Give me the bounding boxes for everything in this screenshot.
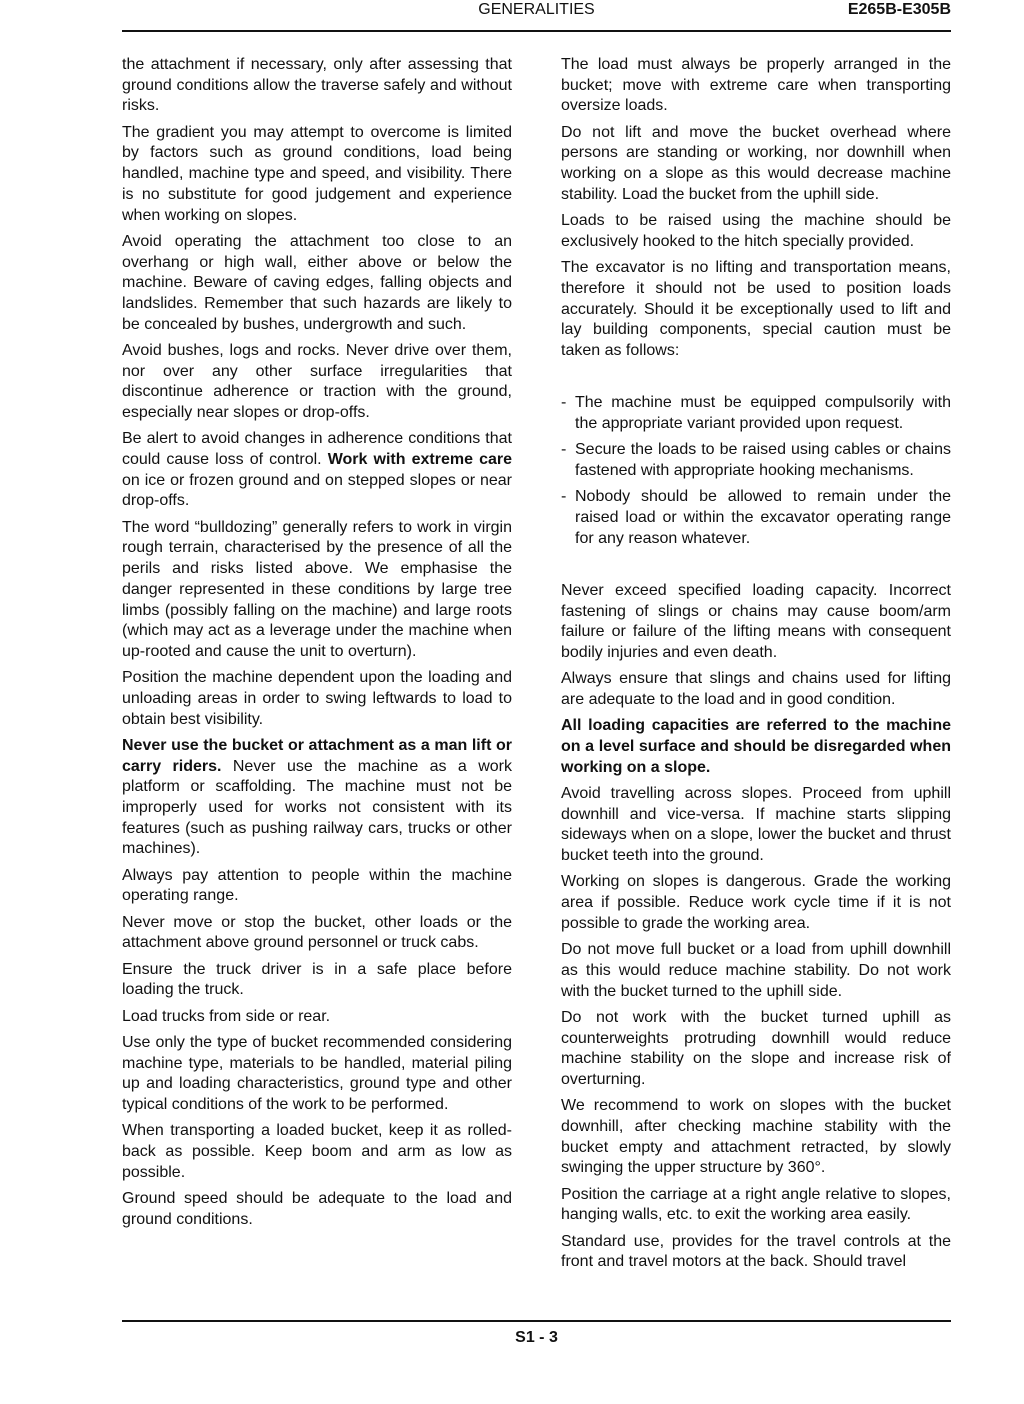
paragraph: Position the machine dependent upon the loading and unloading areas in order to swing leftwards to load to obtain best visibility.: [122, 669, 512, 728]
paragraph: Avoid travelling across slopes. Proceed from uphill downhill and vice-versa. If machine starts slipping sideways when on a slope, lower the bucket and thrust bucket teeth into the ground.: [561, 785, 951, 865]
paragraph: When transporting a loaded bucket, keep it as rolled-back as possible. Keep boom and arm as low as possible.: [122, 1122, 512, 1181]
paragraph: Working on slopes is dangerous. Grade the working area if possible. Reduce work cycle time if it is not possible to grade the working area.: [561, 873, 951, 932]
paragraph: The word “bulldozing” generally refers to work in virgin rough terrain, characterised by the presence of all the perils and risks listed above. We emphasise the danger represented in these conditions by large tree limbs (possibly falling on the machine) and large roots (which may act as a leverage under the machine when up-rooted and cause the unit to overturn).: [122, 518, 512, 660]
paragraph: Loads to be raised using the machine should be exclusively hooked to the hitch specially provided.: [561, 212, 951, 250]
paragraph: Do not move full bucket or a load from uphill downhill as this would reduce machine stability. Do not work with the bucket turned to the uphill side.: [561, 941, 951, 1000]
model-code: E265B-E305B: [847, 1, 951, 18]
paragraph: The excavator is no lifting and transportation means, therefore it should not be used to position loads accurately. Should it be exceptionally used to lift and lay building components, special caution must be taken as follows:: [561, 259, 951, 359]
list-item-text: Secure the loads to be raised using cables or chains fastened with appropriate hooking mechanisms.: [575, 441, 951, 479]
paragraph: Load trucks from side or rear.: [122, 1007, 331, 1025]
paragraph: Never move or stop the bucket, other loads or the attachment above ground personnel or truck cabs.: [122, 913, 512, 952]
list-item: [561, 393, 951, 434]
bold-emphasis: All loading capacities are referred to the machine on a level surface and should be disregarded when working on a slope.: [561, 717, 951, 776]
paragraph: Position the carriage at a right angle relative to slopes, hanging walls, etc. to exit the working area easily.: [561, 1185, 951, 1224]
paragraph: [561, 716, 951, 778]
paragraph: Ensure the truck driver is in a safe place before loading the truck.: [122, 960, 512, 999]
paragraph: Use only the type of bucket recommended considering machine type, materials to be handled, material piling up and loading characteristics, ground type and other typical conditions of the work to be performed.: [122, 1034, 512, 1114]
section-title: GENERALITIES: [478, 1, 595, 18]
paragraph: The load must always be properly arranged in the bucket; move with extreme care when transporting oversize loads.: [561, 56, 951, 115]
paragraph: Avoid operating the attachment too close to an overhang or high wall, either above or below the machine. Beware of caving edges, falling objects and landslides. Remember that such hazards are likely to be concealed by bushes, undergrowth and such.: [122, 232, 512, 333]
paragraph: The gradient you may attempt to overcome is limited by factors such as ground conditions, load being handled, machine type and speed, and visibility. There is no substitute for good judgement and experience when working on slopes.: [122, 123, 512, 224]
text-run: on ice or frozen ground and on stepped slopes or near drop-offs.: [122, 471, 512, 510]
right-column: [561, 55, 951, 1279]
dash-marker: -: [561, 488, 567, 506]
bold-emphasis: Never use the bucket or attachment as a man lift or carry riders.: [122, 736, 512, 775]
list-item: [561, 440, 951, 481]
paragraph: the attachment if necessary, only after assessing that ground conditions allow the traverse safely and without risks.: [122, 56, 512, 115]
paragraph: Ground speed should be adequate to the load and ground conditions.: [122, 1190, 512, 1228]
spacer: [561, 367, 951, 393]
page-footer: [122, 1320, 951, 1362]
text-run: Never use the machine as a work platform or scaffolding. The machine must not be improperly used for works not consistent with its features (such as pushing railway cars, trucks or other machines).: [122, 757, 513, 858]
list-item-text: Nobody should be allowed to remain under the raised load or within the excavator operating range for any reason whatever.: [575, 488, 951, 547]
dash-marker: -: [561, 441, 567, 459]
paragraph: [122, 736, 512, 860]
text-run: Be alert to avoid changes in adherence conditions that could cause loss of control.: [122, 430, 512, 469]
paragraph: Never exceed specified loading capacity. Incorrect fastening of slings or chains may cause boom/arm failure or failure of the lifting means with consequent bodily injuries and even death.: [561, 581, 951, 662]
left-column: [122, 55, 512, 1236]
paragraph: Avoid bushes, logs and rocks. Never drive over them, nor over any other surface irregularities that discontinue adherence or traction with the ground, especially near slopes or drop-offs.: [122, 341, 512, 422]
paragraph: [122, 429, 512, 512]
paragraph: Do not work with the bucket turned uphill as counterweights protruding downhill would reduce machine stability on the slope and increase risk of overturning.: [561, 1008, 951, 1088]
list-item-text: The machine must be equipped compulsorily with the appropriate variant provided upon request.: [575, 394, 951, 432]
paragraph: We recommend to work on slopes with the bucket downhill, after checking machine stability with the bucket empty and attachment retracted, by slowly swinging the upper structure by 360°.: [561, 1097, 951, 1177]
spacer: [561, 555, 951, 581]
page-header: [122, 0, 951, 32]
paragraph: Standard use, provides for the travel controls at the front and travel motors at the back. Should travel: [561, 1232, 951, 1271]
page-number: S1 - 3: [515, 1329, 558, 1346]
list-item: [561, 487, 951, 549]
paragraph: Always pay attention to people within the machine operating range.: [122, 866, 512, 905]
bold-emphasis: Work with extreme care: [327, 451, 512, 469]
paragraph: Always ensure that slings and chains used for lifting are adequate to the load and in good condition.: [561, 670, 951, 709]
dash-marker: -: [561, 394, 567, 412]
paragraph: Do not lift and move the bucket overhead where persons are standing or working, nor downhill when working on a slope as this would decrease machine stability. Load the bucket from the uphill side.: [561, 123, 951, 203]
